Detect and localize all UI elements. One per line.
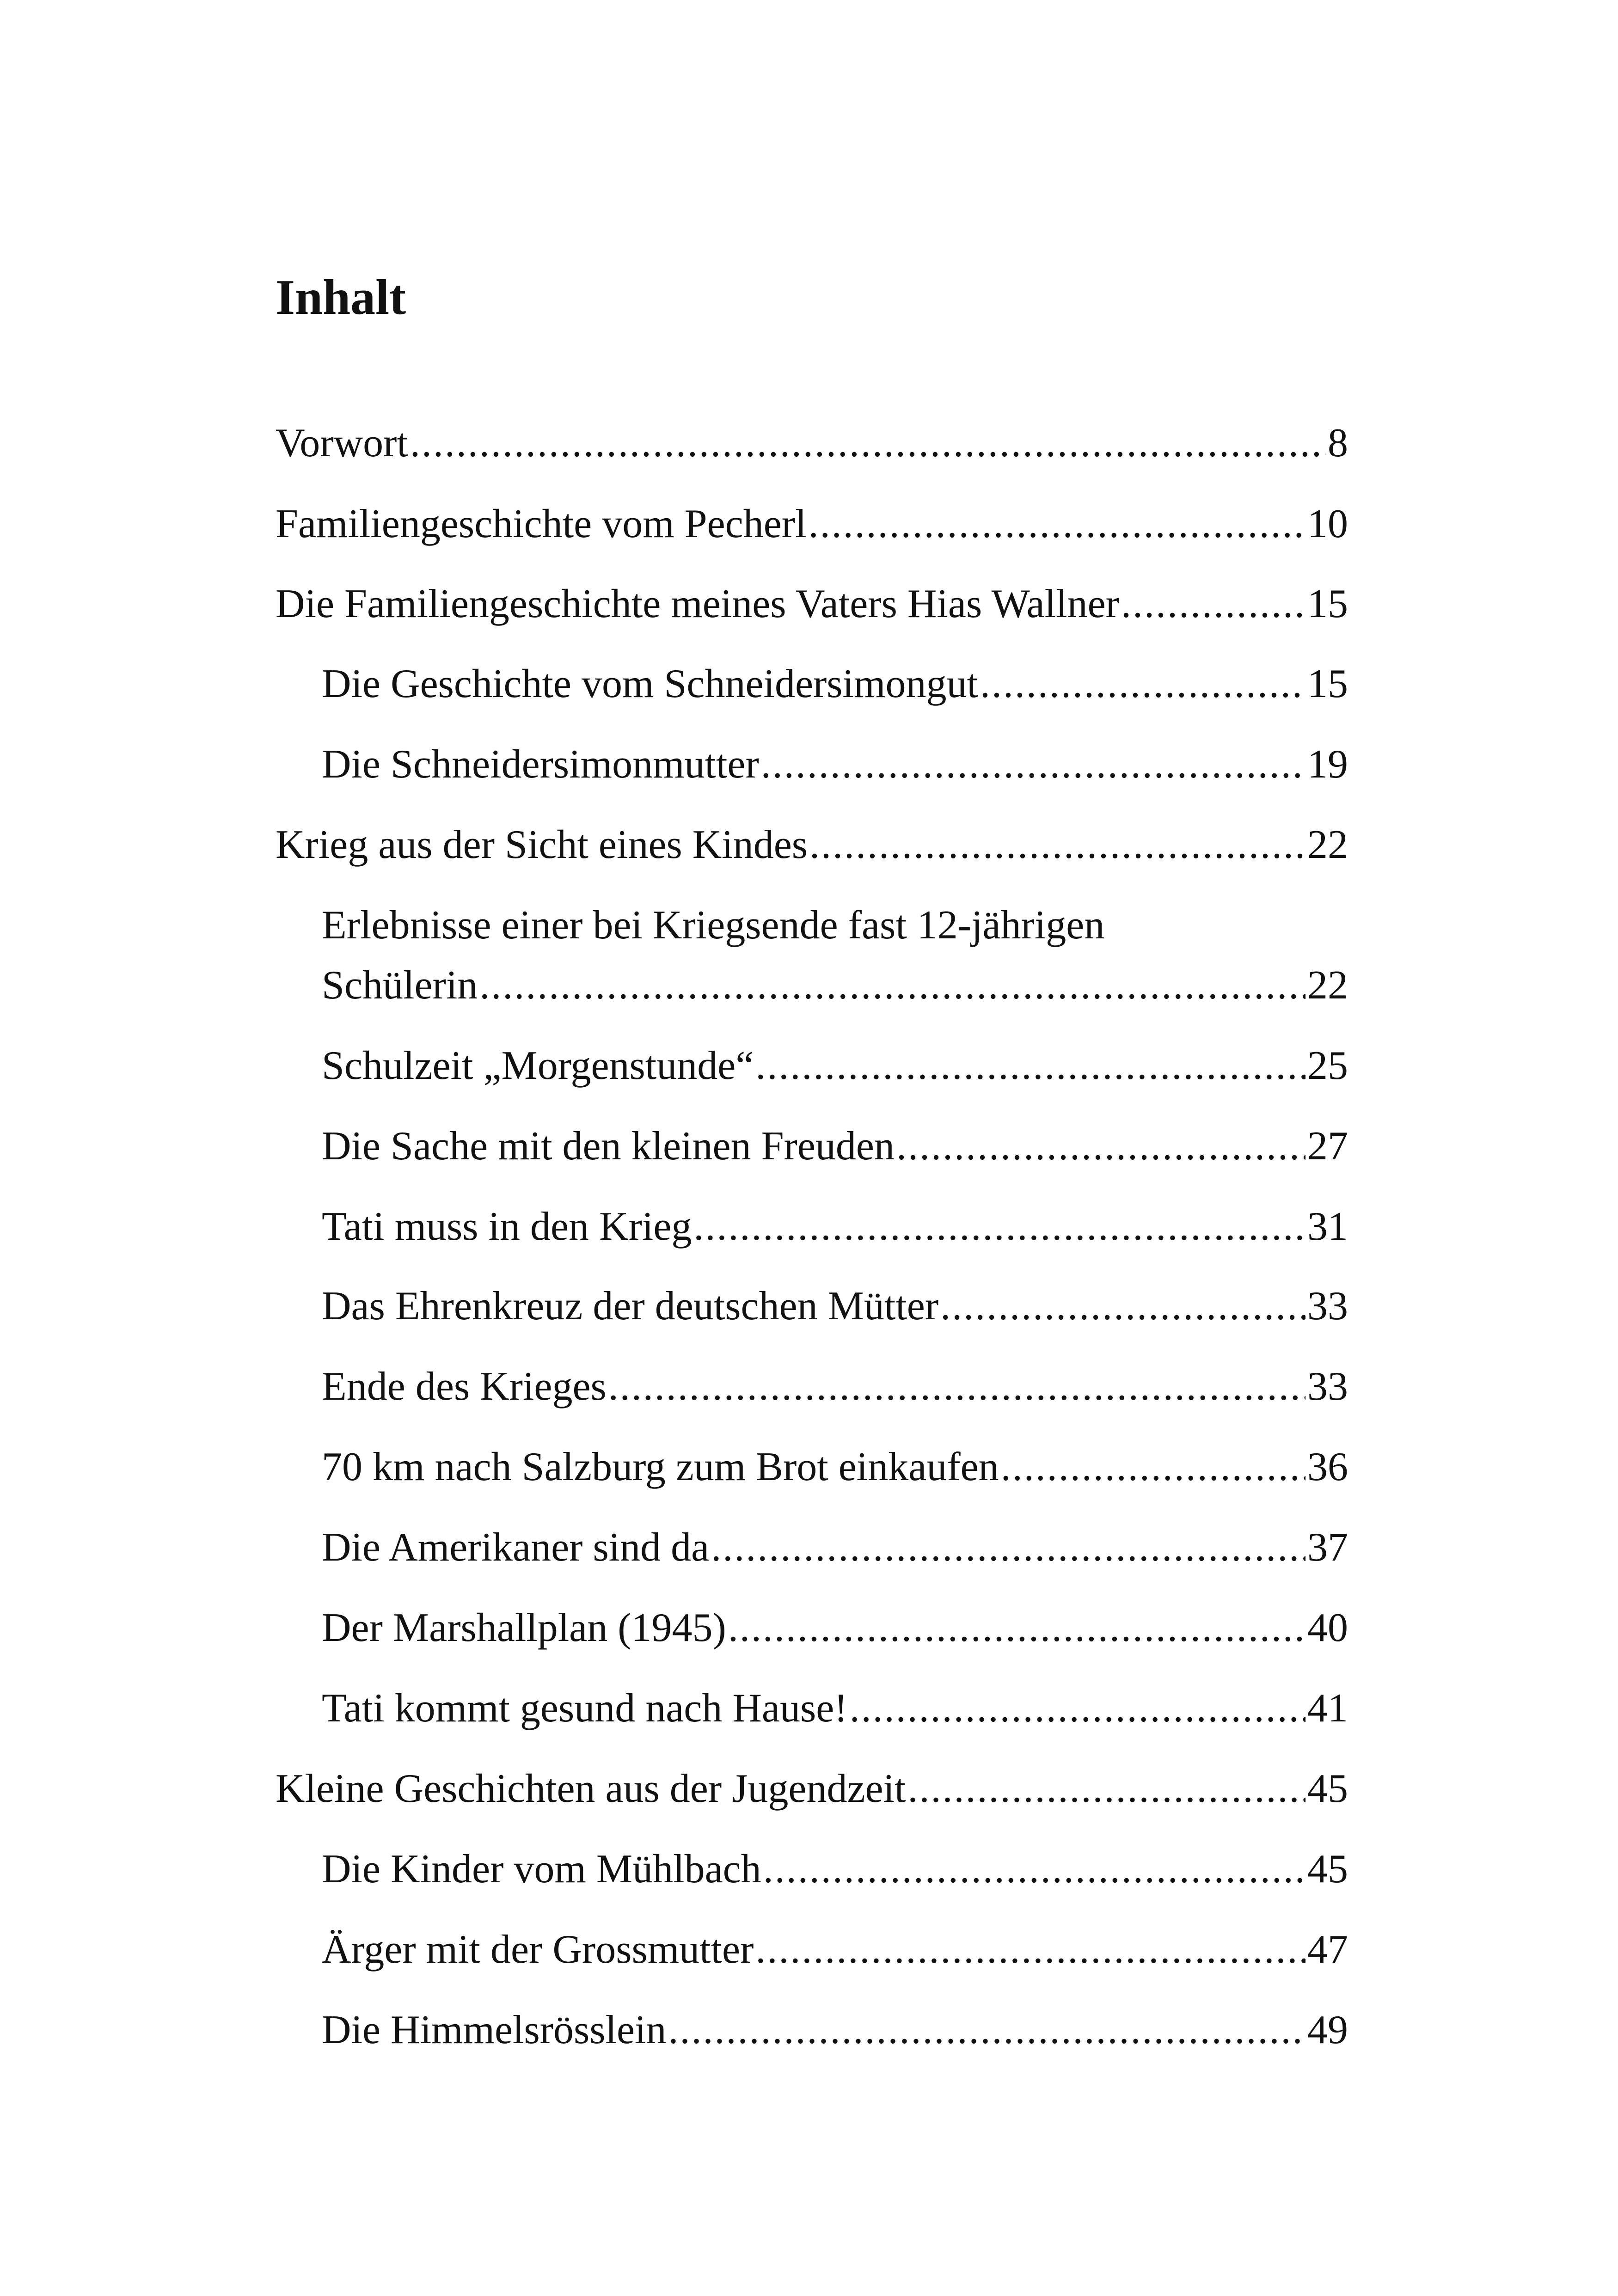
toc-entry-schulzeit[interactable] — [322, 1043, 1348, 1088]
dot-leader — [763, 1849, 1305, 1890]
dot-leader — [809, 504, 1305, 545]
dot-leader — [809, 825, 1305, 865]
toc-entry-label: Tati kommt gesund nach Hause! — [322, 1686, 848, 1731]
toc-entry-ehrenkreuz[interactable] — [322, 1286, 1348, 1327]
dot-leader — [1121, 584, 1305, 625]
toc-entry-jugendzeit[interactable] — [276, 1766, 1348, 1811]
toc-entry-label: Die Amerikaner sind da — [322, 1525, 710, 1570]
toc-page-number: 47 — [1307, 1927, 1348, 1972]
toc-page-number: 45 — [1307, 1847, 1348, 1892]
dot-leader — [693, 1206, 1305, 1247]
dot-leader — [608, 1366, 1305, 1407]
toc-page-number: 40 — [1307, 1605, 1348, 1650]
toc-entry-label: Die Sache mit den kleinen Freuden — [322, 1124, 895, 1169]
toc-entry-kleine-freuden[interactable] — [322, 1126, 1348, 1167]
table-of-contents — [276, 0, 1348, 2296]
dot-leader — [896, 1126, 1305, 1167]
toc-entry-vorwort[interactable] — [276, 423, 1348, 464]
toc-entry-label: Der Marshallplan (1945) — [322, 1605, 726, 1650]
toc-page-number: 41 — [1307, 1686, 1348, 1731]
toc-page-number: 36 — [1307, 1445, 1348, 1489]
dot-leader — [755, 1929, 1305, 1970]
toc-entry-salzburg-brot[interactable] — [322, 1447, 1348, 1488]
toc-entry-label: Schulzeit „Morgenstunde“ — [322, 1043, 754, 1088]
toc-entry-label: Krieg aus der Sicht eines Kindes — [276, 822, 808, 867]
dot-leader — [761, 744, 1305, 785]
dot-leader — [755, 1046, 1305, 1086]
toc-entry-label: Die Himmelsrösslein — [322, 2008, 667, 2052]
toc-entry-schneidersimongut[interactable] — [322, 661, 1348, 706]
toc-entry-muehlbach[interactable] — [322, 1849, 1348, 1890]
toc-page-number: 45 — [1307, 1766, 1348, 1811]
toc-entry-marshallplan[interactable] — [322, 1605, 1348, 1650]
toc-entry-label-line1[interactable]: Erlebnisse einer bei Kriegsende fast 12-jährigen — [322, 903, 1105, 948]
toc-entry-amerikaner[interactable] — [322, 1527, 1348, 1568]
toc-entry-label: Das Ehrenkreuz der deutschen Mütter — [322, 1284, 939, 1329]
toc-page-number: 10 — [1307, 502, 1348, 546]
toc-entry-krieg-sicht-kindes[interactable] — [276, 822, 1348, 867]
toc-page-number: 27 — [1307, 1124, 1348, 1169]
toc-entry-label: Ärger mit der Grossmutter — [322, 1927, 754, 1972]
dot-leader — [728, 1608, 1305, 1648]
toc-entry-himmelsroesslein[interactable] — [322, 2010, 1348, 2051]
toc-entry-label: Ende des Krieges — [322, 1364, 607, 1409]
dot-leader — [850, 1688, 1305, 1729]
toc-page-number: 22 — [1307, 822, 1348, 867]
toc-entry-familiengeschichte-vater[interactable] — [276, 584, 1348, 625]
toc-entry-label: Die Kinder vom Mühlbach — [322, 1847, 761, 1892]
dot-leader — [410, 423, 1326, 464]
toc-page-number: 25 — [1307, 1043, 1348, 1088]
toc-entry-grossmutter[interactable] — [322, 1929, 1348, 1970]
toc-page-number: 15 — [1307, 661, 1348, 706]
toc-page-number: 49 — [1307, 2008, 1348, 2052]
toc-page-number: 19 — [1307, 742, 1348, 787]
toc-entry-erlebnisse-schuelerin[interactable] — [322, 965, 1348, 1006]
toc-entry-label: Familiengeschichte vom Pecherl — [276, 502, 807, 546]
toc-page-number: 37 — [1307, 1525, 1348, 1570]
toc-page-number: 8 — [1328, 421, 1348, 465]
toc-entry-label: 70 km nach Salzburg zum Brot einkaufen — [322, 1445, 999, 1489]
toc-entry-label: Die Schneidersimonmutter — [322, 742, 759, 787]
dot-leader — [711, 1527, 1305, 1568]
dot-leader — [1001, 1447, 1305, 1488]
toc-page-number: 22 — [1307, 963, 1348, 1008]
toc-entry-tati-hause[interactable] — [322, 1688, 1348, 1729]
toc-entry-label: Die Geschichte vom Schneidersimongut — [322, 661, 978, 706]
dot-leader — [479, 965, 1305, 1006]
toc-entry-schneidersimonmutter[interactable] — [322, 744, 1348, 785]
dot-leader — [980, 664, 1305, 704]
toc-page-number: 15 — [1307, 582, 1348, 626]
toc-entry-tati-krieg[interactable] — [322, 1206, 1348, 1247]
toc-entry-label: Die Familiengeschichte meines Vaters Hias Wallner — [276, 582, 1119, 626]
toc-entry-familiengeschichte-pecherl[interactable] — [276, 504, 1348, 545]
toc-entry-ende-krieges[interactable] — [322, 1366, 1348, 1407]
toc-page-number: 33 — [1307, 1284, 1348, 1329]
dot-leader — [668, 2010, 1305, 2051]
dot-leader — [940, 1286, 1305, 1327]
toc-entry-label: Kleine Geschichten aus der Jugendzeit — [276, 1766, 906, 1811]
toc-entry-label: Schülerin — [322, 963, 478, 1008]
toc-entry-label: Tati muss in den Krieg — [322, 1204, 692, 1249]
toc-page-number: 31 — [1307, 1204, 1348, 1249]
dot-leader — [907, 1769, 1305, 1809]
toc-page-number: 33 — [1307, 1364, 1348, 1409]
toc-entry-label: Vorwort — [276, 421, 408, 465]
page-title: Inhalt — [276, 270, 406, 325]
